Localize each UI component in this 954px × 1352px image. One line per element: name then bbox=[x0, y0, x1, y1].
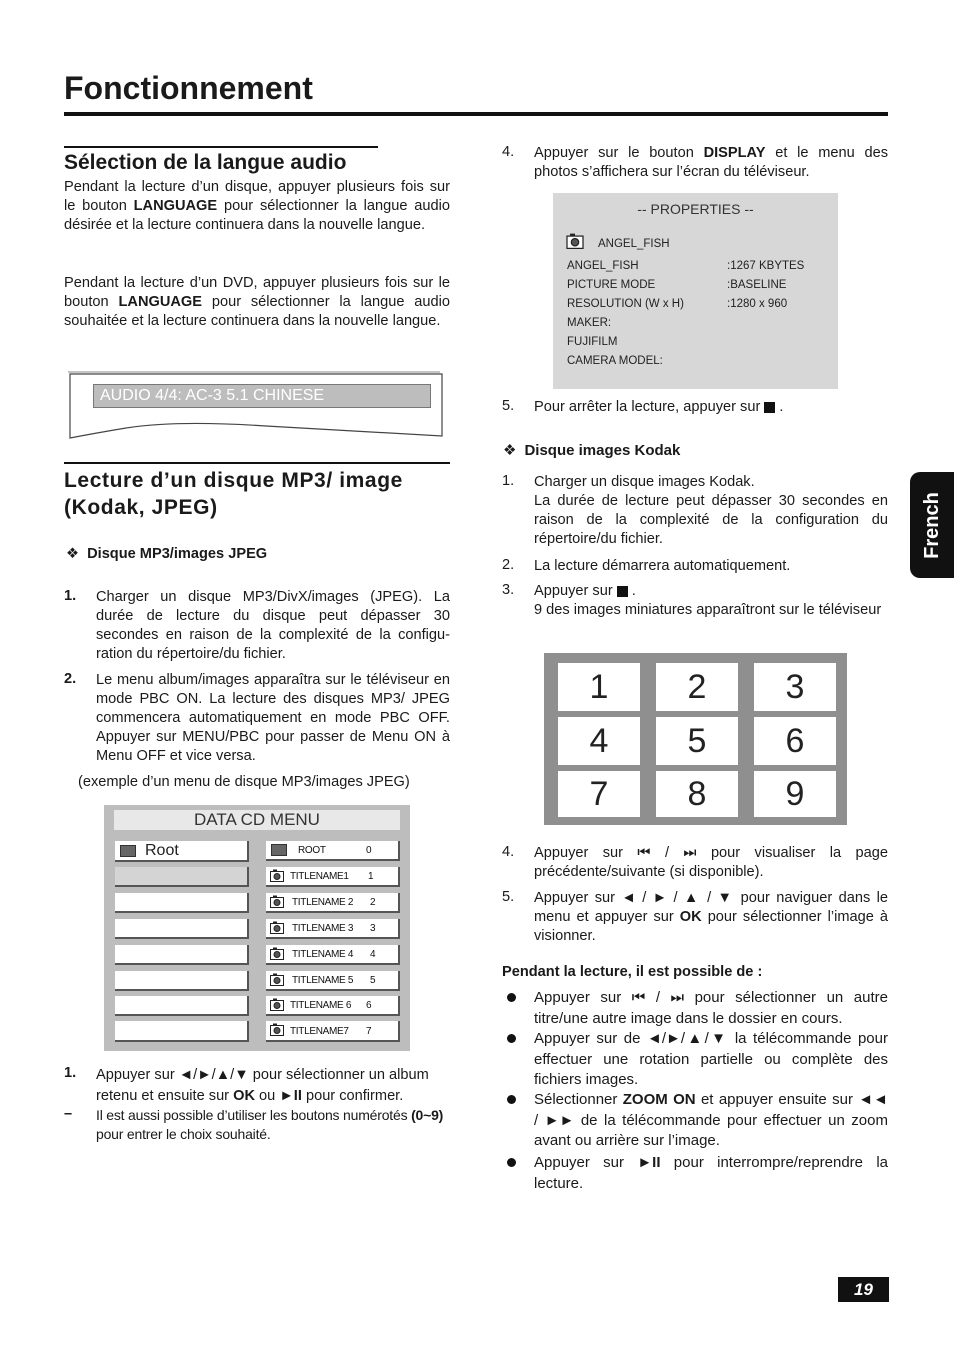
step-number: 1. bbox=[64, 1065, 77, 1081]
menu-item-root[interactable] bbox=[266, 841, 400, 861]
bullet-4-text: Appuyer sur ►II pour interrompre/reprendre la lecture. bbox=[534, 1154, 888, 1192]
menu-item[interactable] bbox=[266, 893, 400, 913]
camera-icon bbox=[270, 869, 284, 882]
thumbnail-9[interactable]: 9 bbox=[754, 771, 836, 817]
menu-item-name: TITLENAME 5 bbox=[292, 975, 354, 986]
bullet-2-text: Appuyer sur de ◄/►/▲/▼ la télécommande pour effectuer une rotation partielle ou complète des fichiers images. bbox=[534, 1030, 888, 1088]
property-key: CAMERA MODEL: bbox=[567, 355, 663, 367]
step-number: 1. bbox=[502, 473, 515, 489]
menu-item-number: 5 bbox=[370, 975, 376, 986]
menu-left-row[interactable] bbox=[115, 1021, 249, 1042]
bullet-3-text: Sélectionner ZOOM ON et appuyer ensuite sur ◄◄ / ►► de la télécommande pour effectuer un zoom avant ou arrière sur l’image. bbox=[534, 1091, 888, 1149]
stop-icon bbox=[617, 586, 628, 597]
camera-icon bbox=[270, 921, 284, 934]
camera-icon bbox=[270, 947, 284, 960]
menu-item-name: ROOT bbox=[298, 845, 326, 856]
data-cd-menu bbox=[104, 805, 410, 1051]
bullet bbox=[507, 1095, 516, 1104]
step-number: 2. bbox=[64, 671, 77, 687]
step-number: 1. bbox=[64, 588, 77, 604]
stop-icon bbox=[764, 402, 775, 413]
thumbnail-8[interactable]: 8 bbox=[656, 771, 738, 817]
number-buttons-text: Il est aussi possible d’utiliser les boutons numérotés (0~9) pour entrer le choix souhaité. bbox=[96, 1107, 444, 1142]
property-value: :1267 KBYTES bbox=[727, 260, 805, 272]
menu-item-name: TITLENAME 6 bbox=[290, 1000, 352, 1011]
camera-icon bbox=[270, 895, 284, 908]
property-key: RESOLUTION (W x H) bbox=[567, 298, 684, 310]
thumbnail-4[interactable]: 4 bbox=[558, 717, 640, 765]
camera-icon bbox=[270, 973, 284, 986]
property-key: PICTURE MODE bbox=[567, 279, 656, 291]
menu-left-row[interactable] bbox=[115, 841, 249, 862]
property-key: FUJIFILM bbox=[567, 336, 618, 348]
property-key: MAKER: bbox=[567, 317, 612, 329]
menu-item-number: 1 bbox=[368, 871, 374, 882]
camera-icon bbox=[566, 233, 584, 249]
menu-item[interactable] bbox=[266, 996, 400, 1016]
kodak-step-5: Appuyer sur ◄ / ► / ▲ / ▼ pour naviguer dans le menu et appuyer sur OK pour sélectionner l’image à visionner. bbox=[534, 890, 888, 944]
section-title-mp3: Lecture d’un disque MP3/ image (Kodak, JPEG) bbox=[64, 469, 403, 519]
menu-left-row[interactable] bbox=[115, 996, 249, 1016]
menu-left-row[interactable] bbox=[115, 893, 249, 913]
thumbnail-1[interactable]: 1 bbox=[558, 663, 640, 711]
subheading-kodak: ❖ Disque images Kodak bbox=[503, 442, 681, 459]
menu-left-row[interactable] bbox=[115, 867, 249, 887]
thumbnail-3[interactable]: 3 bbox=[754, 663, 836, 711]
subheading-mp3-jpeg: ❖ Disque MP3/images JPEG bbox=[66, 546, 268, 562]
audio-status-box: AUDIO 4/4: AC-3 5.1 CHINESE bbox=[93, 384, 431, 408]
thumbnail-6[interactable]: 6 bbox=[754, 717, 836, 765]
stop-step-text: Pour arrêter la lecture, appuyer sur . bbox=[534, 399, 784, 415]
menu-item[interactable] bbox=[266, 971, 400, 991]
menu-item-name: TITLENAME7 bbox=[290, 1026, 349, 1037]
menu-item-number: 0 bbox=[366, 845, 372, 856]
step-1-text: Charger un disque MP3/DivX/images (JPEG). La durée de lecture du disque peut dépasser 30 secondes en raison de la complexité de la configu- ration du répertoire/du fichier. bbox=[96, 589, 450, 662]
menu-left-row[interactable] bbox=[115, 971, 249, 991]
menu-item-name: TITLENAME 2 bbox=[292, 897, 354, 908]
bullet bbox=[507, 1034, 516, 1043]
bullet-1-text: Appuyer sur ⏮ / ⏭ pour sélectionner un autre titre/une autre image dans le dossier en cours. bbox=[534, 989, 888, 1027]
step-number: 4. bbox=[502, 844, 515, 860]
menu-left-row[interactable] bbox=[115, 945, 249, 965]
during-playback-heading: Pendant la lecture, il est possible de : bbox=[502, 964, 763, 980]
language-tab bbox=[910, 472, 954, 578]
menu-item[interactable] bbox=[266, 1021, 400, 1042]
property-key: ANGEL_FISH bbox=[567, 260, 639, 272]
step-number: 4. bbox=[502, 144, 515, 160]
step-number: 2. bbox=[502, 557, 515, 573]
folder-icon bbox=[120, 845, 136, 857]
menu-item[interactable] bbox=[266, 945, 400, 965]
thumbnail-5[interactable]: 5 bbox=[656, 717, 738, 765]
kodak-step-4: Appuyer sur ⏮ / ⏭ pour visualiser la page précédente/suivante (si disponible). bbox=[534, 845, 888, 880]
data-cd-menu-header: DATA CD MENU bbox=[114, 810, 400, 830]
menu-item-number: 6 bbox=[366, 1000, 372, 1011]
step-2-text: Le menu album/images apparaîtra sur le téléviseur en mode PBC ON. La lecture des disques MP3/ JPEG commencera automatiquement en mode PBC OFF. Appuyer sur MENU/PBC pour passer de Menu ON à Menu OFF et vice versa. bbox=[96, 672, 450, 764]
dash-marker: – bbox=[64, 1106, 73, 1122]
menu-item-name: TITLENAME1 bbox=[290, 871, 349, 882]
section-rule bbox=[64, 462, 450, 464]
example-caption: (exemple d’un menu de disque MP3/images JPEG) bbox=[78, 774, 410, 790]
menu-item[interactable] bbox=[266, 919, 400, 939]
menu-item-name: TITLENAME 4 bbox=[292, 949, 354, 960]
paragraph-audio-2: Pendant la lecture d’un DVD, appuyer plusieurs fois sur le bouton LANGUAGE pour sélectionner la langue audio souhaitée et la lecture continuera dans la nouvelle langue. bbox=[64, 275, 450, 329]
bullet bbox=[507, 993, 516, 1002]
properties-filename: ANGEL_FISH bbox=[598, 238, 670, 250]
step-number: 5. bbox=[502, 398, 515, 414]
section-title-audio: Sélection de la langue audio bbox=[64, 151, 347, 174]
thumbnail-7[interactable]: 7 bbox=[558, 771, 640, 817]
menu-item-name: TITLENAME 3 bbox=[292, 923, 354, 934]
menu-item[interactable] bbox=[266, 867, 400, 887]
kodak-step-2: La lecture démarrera automatiquement. bbox=[534, 558, 791, 574]
camera-icon bbox=[270, 1023, 284, 1036]
menu-left-row[interactable] bbox=[115, 919, 249, 939]
step-number: 5. bbox=[502, 889, 515, 905]
bullet bbox=[507, 1158, 516, 1167]
menu-item-number: 3 bbox=[370, 923, 376, 934]
page-number: 19 bbox=[838, 1277, 889, 1302]
title-rule bbox=[64, 112, 888, 116]
select-album-text: Appuyer sur ◄/►/▲/▼ pour sélectionner un album retenu et ensuite sur OK ou ►II pour confirmer. bbox=[96, 1067, 429, 1104]
thumbnail-2[interactable]: 2 bbox=[656, 663, 738, 711]
language-tab-label: French bbox=[920, 491, 943, 559]
step-number: 3. bbox=[502, 582, 515, 598]
section-rule bbox=[64, 146, 378, 148]
kodak-step-3: Appuyer sur . 9 des images miniatures apparaîtront sur le téléviseur bbox=[534, 583, 882, 618]
menu-item-number: 7 bbox=[366, 1026, 372, 1037]
folder-icon bbox=[271, 844, 287, 856]
root-label: Root bbox=[145, 842, 179, 859]
property-value: :BASELINE bbox=[727, 279, 787, 291]
menu-item-number: 4 bbox=[370, 949, 376, 960]
paragraph-audio-1: Pendant la lecture d’un disque, appuyer plusieurs fois sur le bouton LANGUAGE pour sélectionner la langue audio désirée et la lecture continuera dans la nouvelle langue. bbox=[64, 179, 450, 233]
page-title: Fonctionnement bbox=[64, 70, 313, 106]
properties-title: -- PROPERTIES -- bbox=[637, 201, 754, 217]
properties-panel bbox=[553, 193, 838, 389]
menu-item-number: 2 bbox=[370, 897, 376, 908]
display-step-text: Appuyer sur le bouton DISPLAY et le menu des photos s’affichera sur l’écran du téléviseur. bbox=[534, 145, 888, 180]
property-value: :1280 x 960 bbox=[727, 298, 788, 310]
thumbnail-grid bbox=[544, 653, 847, 825]
camera-icon bbox=[270, 998, 284, 1011]
kodak-step-1: Charger un disque images Kodak. La durée de lecture peut dépasser 30 secondes en raison de la complexité de la configuration du répertoire/du fichier. bbox=[534, 474, 888, 547]
